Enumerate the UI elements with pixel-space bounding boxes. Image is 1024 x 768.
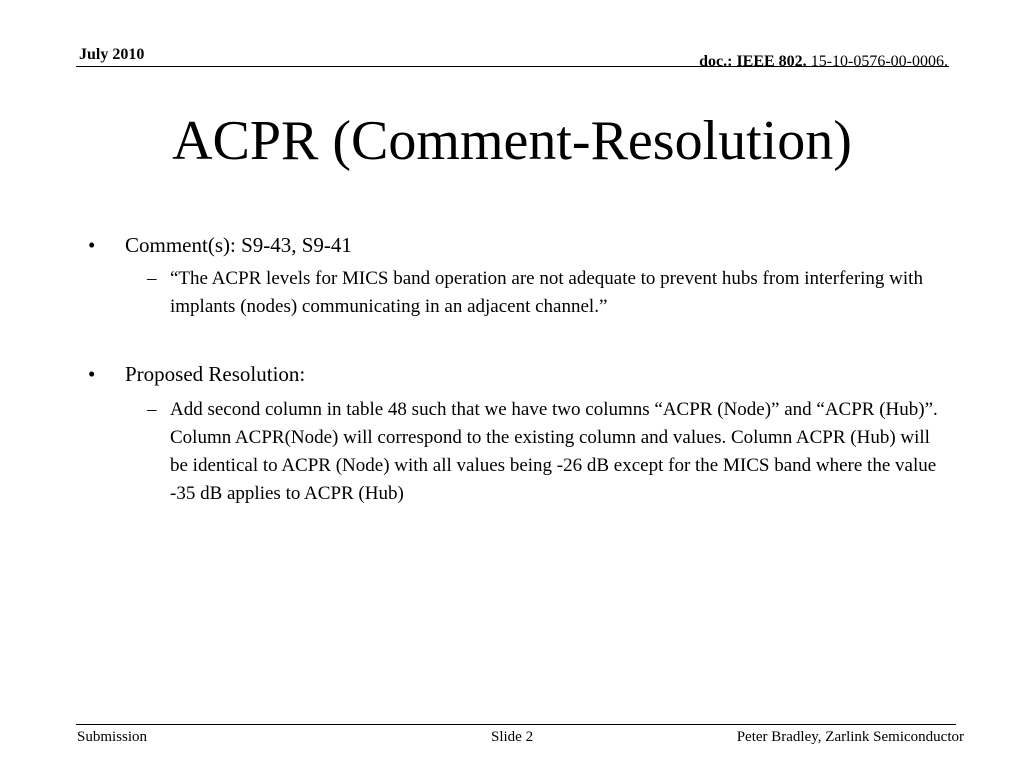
header-doc-id [699,52,948,72]
slide-title: ACPR (Comment-Resolution) [172,110,852,172]
header-date: July 2010 [79,46,145,63]
sub-bullet-text: Add second column in table 48 such that we have two columns “ACPR (Node)” and “ACPR (Hub)”. Column ACPR(Node) will correspond to the existing column and values. Column ACPR (Hub) will be identical to ACPR (Node) with all values being -26 dB except for the MICS band where the value -35 dB applies to ACPR (Hub) [170,399,938,504]
footer-slide-number: Slide 2 [491,729,534,745]
footer-author: Peter Bradley, Zarlink Semiconductor [736,729,964,745]
footer-submission: Submission [77,729,148,745]
bullet-marker: • [88,233,96,257]
header-divider [76,66,949,67]
sub-bullet-marker: – [147,268,157,289]
bullet-text: Comment(s): S9-43, S9-41 [125,233,352,257]
bullet-marker: • [88,362,96,386]
sub-bullet-text: “The ACPR levels for MICS band operation are not adequate to prevent hubs from interfering with implants (nodes) communicating in an adjacent channel.” [170,268,923,317]
header-doc-number: 15-10-0576-00-0006. [810,53,948,70]
header-doc-label: doc.: IEEE 802. [699,53,807,70]
sub-bullet-marker: – [147,399,157,420]
footer-divider [76,724,956,725]
bullet-text: Proposed Resolution: [125,362,306,386]
